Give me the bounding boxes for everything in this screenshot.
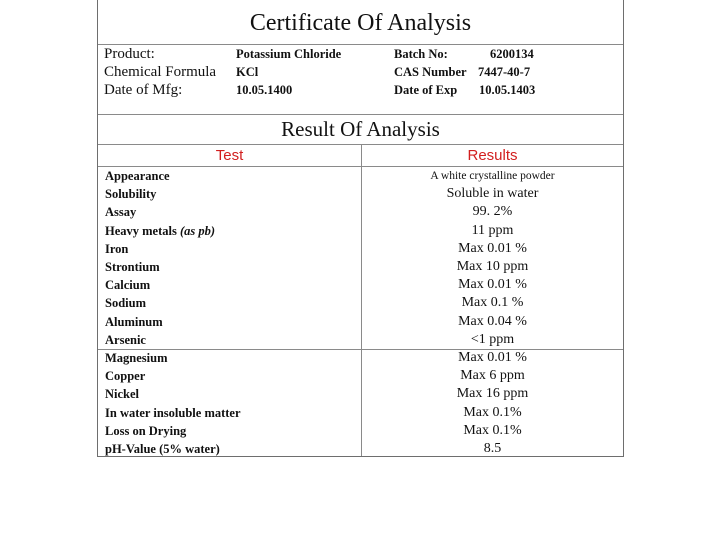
test-result: Max 6 ppm bbox=[460, 368, 525, 384]
test-name: Solubility bbox=[105, 187, 157, 202]
test-result: Max 0.1% bbox=[463, 422, 522, 438]
test-result: 11 ppm bbox=[471, 222, 514, 238]
table-row bbox=[98, 240, 623, 258]
test-result: Max 0.1% bbox=[463, 404, 522, 420]
info-row-dates bbox=[98, 81, 623, 99]
table-row bbox=[98, 422, 623, 440]
test-name: Iron bbox=[105, 241, 129, 256]
batch-value: 6200134 bbox=[490, 47, 534, 61]
test-result: A white crystalline powder bbox=[430, 170, 555, 182]
test-name: Magnesium bbox=[105, 351, 168, 365]
table-row bbox=[98, 313, 623, 331]
exp-value: 10.05.1403 bbox=[479, 83, 536, 97]
table-row bbox=[98, 185, 623, 203]
info-row-formula bbox=[98, 63, 623, 81]
test-name: Assay bbox=[105, 205, 137, 220]
info-row-product bbox=[98, 45, 623, 63]
test-result: Max 0.01 % bbox=[458, 277, 527, 293]
column-header-test: Test bbox=[215, 147, 244, 164]
table-row bbox=[98, 167, 623, 185]
test-name: Strontium bbox=[105, 260, 160, 274]
test-name bbox=[105, 222, 215, 240]
table-row bbox=[98, 276, 623, 294]
table-row bbox=[98, 331, 623, 349]
cas-label: CAS Number bbox=[394, 65, 467, 79]
result-title: Result Of Analysis bbox=[281, 117, 440, 141]
test-name-main: Heavy metals bbox=[105, 223, 177, 238]
test-result: Max 0.01 % bbox=[458, 350, 527, 365]
formula-value: KCl bbox=[236, 65, 259, 79]
test-result: 8.5 bbox=[483, 441, 502, 456]
test-name-note: (as pb) bbox=[179, 223, 216, 238]
formula-label: Chemical Formula bbox=[104, 64, 217, 80]
test-name: Calcium bbox=[105, 278, 151, 293]
mfg-label: Date of Mfg: bbox=[104, 82, 183, 98]
product-value: Potassium Chloride bbox=[236, 47, 342, 61]
test-result: <1 ppm bbox=[470, 331, 515, 347]
table-row bbox=[98, 385, 623, 403]
cas-value: 7447-40-7 bbox=[478, 65, 531, 79]
test-result: Soluble in water bbox=[446, 186, 539, 202]
batch-label: Batch No: bbox=[394, 47, 448, 61]
certificate-title: Certificate Of Analysis bbox=[249, 10, 472, 36]
table-row bbox=[98, 294, 623, 312]
product-info bbox=[98, 45, 623, 99]
product-label: Product: bbox=[104, 46, 155, 62]
test-name: Copper bbox=[105, 369, 146, 384]
test-name: Nickel bbox=[105, 387, 140, 402]
table-row bbox=[98, 349, 623, 367]
certificate-document bbox=[97, 0, 624, 457]
test-result: 99. 2% bbox=[472, 204, 513, 220]
test-name: pH-Value (5% water) bbox=[105, 442, 220, 456]
table-row bbox=[98, 222, 623, 240]
test-result: Max 0.1 % bbox=[461, 295, 524, 311]
test-name: In water insoluble matter bbox=[105, 405, 241, 420]
table-row bbox=[98, 258, 623, 276]
table-row bbox=[98, 404, 623, 422]
test-name: Appearance bbox=[105, 169, 170, 183]
test-name: Aluminum bbox=[105, 314, 163, 329]
mfg-value: 10.05.1400 bbox=[236, 83, 293, 97]
table-row bbox=[98, 440, 623, 458]
exp-label: Date of Exp bbox=[394, 83, 458, 97]
test-result: Max 10 ppm bbox=[456, 259, 529, 274]
column-header-results: Results bbox=[467, 147, 518, 164]
test-name: Sodium bbox=[105, 296, 146, 311]
table-row bbox=[98, 203, 623, 221]
test-name: Arsenic bbox=[105, 332, 146, 347]
test-result: Max 0.04 % bbox=[458, 313, 527, 329]
test-result: Max 16 ppm bbox=[456, 386, 529, 402]
divider bbox=[98, 114, 623, 115]
table-row bbox=[98, 367, 623, 385]
test-result: Max 0.01 % bbox=[458, 240, 527, 256]
test-name: Loss on Drying bbox=[105, 423, 187, 438]
